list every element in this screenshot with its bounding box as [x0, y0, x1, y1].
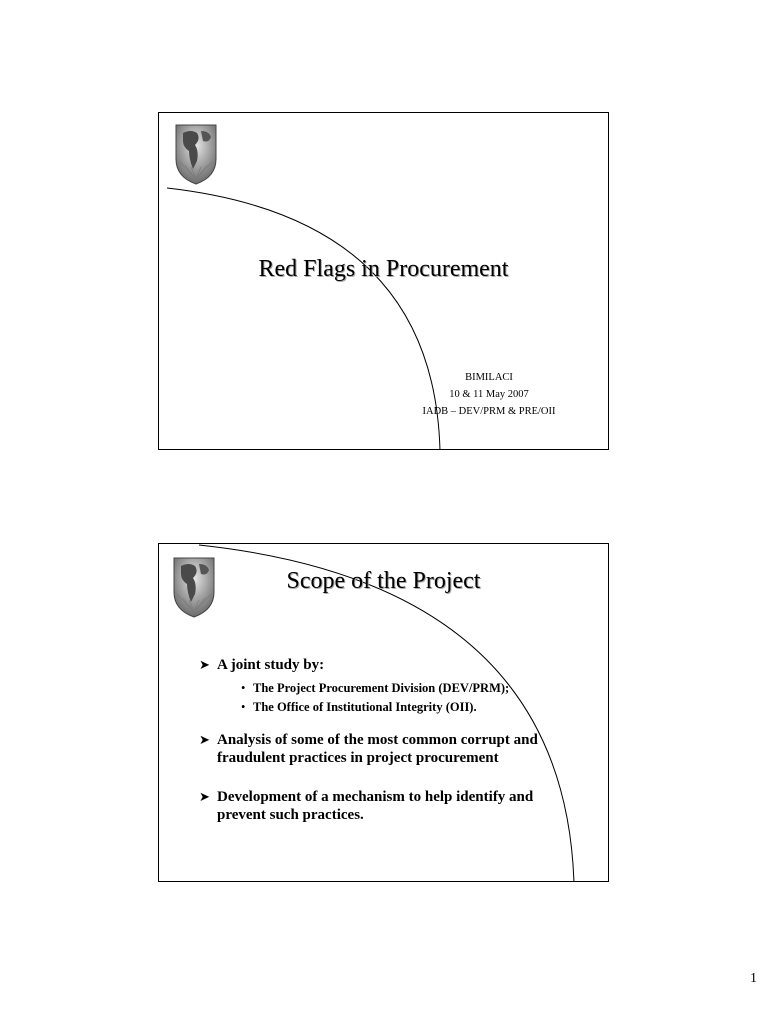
page-number: 1	[750, 971, 757, 986]
bullet-item	[199, 788, 579, 825]
sub-bullet-text: The Office of Institutional Integrity (OII).	[253, 699, 477, 714]
event-name: BIMILACI	[465, 372, 513, 383]
arrowhead-bullet-icon: ➤	[199, 731, 210, 747]
event-date: 10 & 11 May 2007	[449, 389, 529, 400]
bullet-item	[199, 731, 579, 768]
dot-bullet-icon: •	[241, 680, 246, 695]
slide-scope	[158, 543, 609, 882]
slide-title	[158, 112, 609, 450]
sub-bullet-item	[241, 698, 579, 717]
arrowhead-bullet-icon: ➤	[199, 657, 210, 672]
bullet-item	[199, 656, 579, 675]
bullet-text: Development of a mechanism to help identify and prevent such practices.	[217, 788, 534, 823]
slide-title-text: Scope of the Project	[286, 568, 481, 594]
sub-bullet-item	[241, 679, 579, 698]
arrowhead-bullet-icon: ➤	[199, 788, 210, 804]
iadb-globe-shield-icon	[173, 121, 219, 185]
slide-title-text: Red Flags in Procurement	[258, 256, 509, 282]
bullet-text: A joint study by:	[217, 657, 325, 673]
sub-bullet-text: The Project Procurement Division (DEV/PRM);	[253, 680, 510, 695]
presentation-meta	[409, 369, 569, 420]
event-organization: IADB – DEV/PRM & PRE/OII	[422, 406, 556, 417]
dot-bullet-icon: •	[241, 699, 246, 714]
bullet-text: Analysis of some of the most common corrupt and fraudulent practices in project procurement	[217, 731, 538, 766]
sub-bullet-list	[241, 679, 579, 717]
bullet-list	[199, 656, 579, 825]
